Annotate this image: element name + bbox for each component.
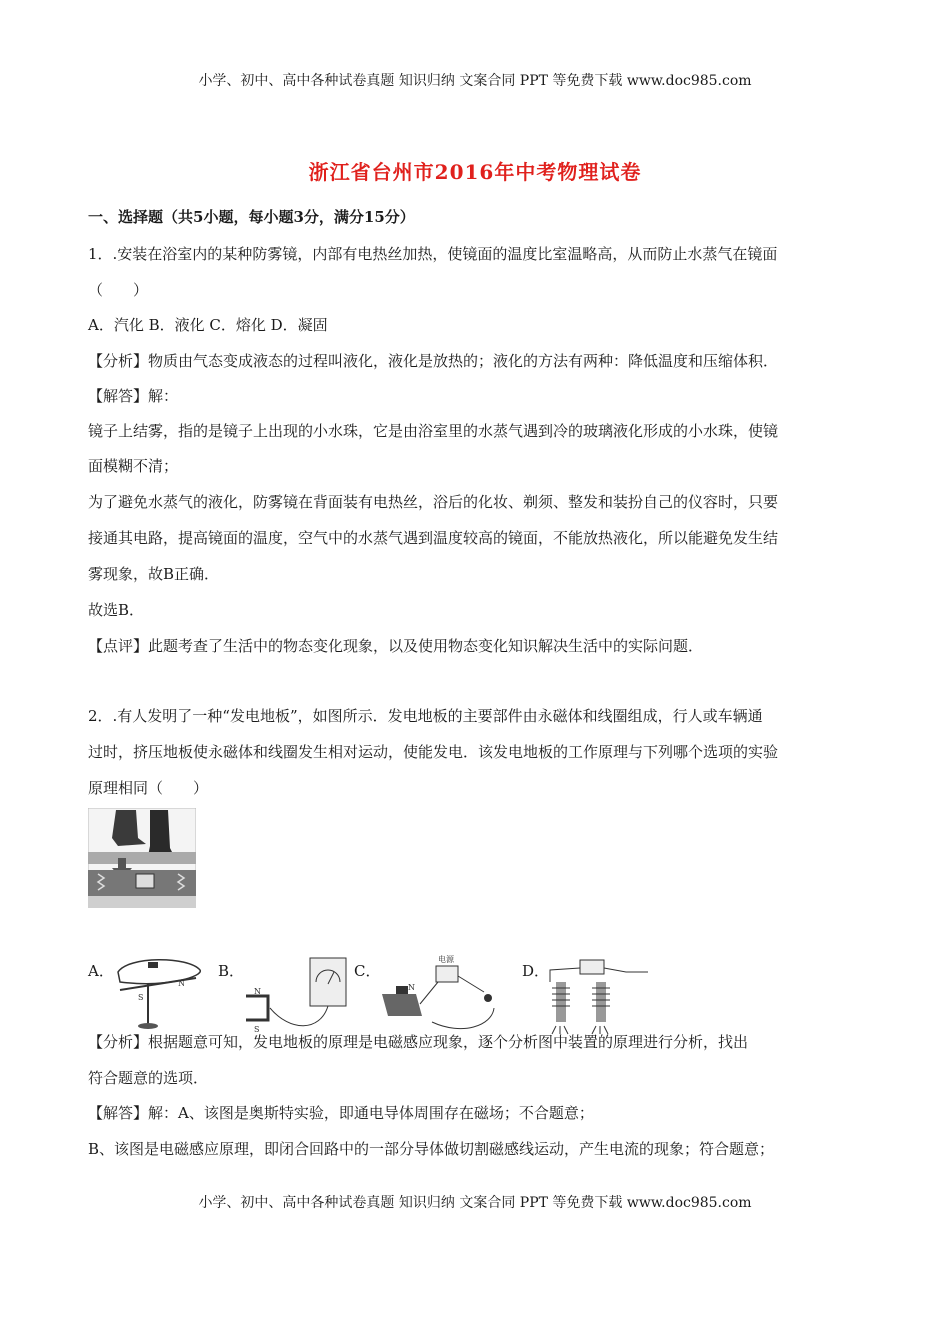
q2-answer-1: 【解答】解：A、该图是奥斯特实验，即通电导体周围存在磁场；不合题意； — [88, 1104, 594, 1122]
q1-options: A．汽化 B．液化 C．熔化 D．凝固 — [88, 316, 328, 334]
q1-line-2: （ ） — [88, 281, 149, 299]
electromagnet-figure — [540, 952, 660, 1042]
q1-answer-5: 雾现象，故B正确． — [88, 565, 220, 583]
motor-principle-figure — [372, 952, 512, 1040]
option-a-label: A． — [88, 962, 114, 980]
generator-floor-figure — [88, 808, 196, 908]
option-c-label: C． — [354, 962, 381, 980]
magnet-label-n: N — [254, 987, 261, 996]
option-d-label: D． — [522, 962, 550, 980]
q1-choice: 故选B． — [88, 601, 145, 619]
q1-answer-3: 为了避免水蒸气的液化，防雾镜在背面装有电热丝，浴后的化妆、剃须、整发和装扮自己的仪容时，只要 — [88, 493, 779, 511]
q1-answer-1: 镜子上结雾，指的是镜子上出现的小水珠，它是由浴室里的水蒸气遇到冷的玻璃液化形成的小水珠，使镜 — [88, 422, 779, 440]
page-header: 小学、初中、高中各种试卷真题 知识归纳 文案合同 PPT 等免费下载 www.doc985.com — [198, 73, 752, 89]
q2-analysis: 【分析】根据题意可知，发电地板的原理是电磁感应现象，逐个分析图中装置的原理进行分析，找出 — [88, 1033, 749, 1051]
q1-answer-2: 面模糊不清； — [88, 457, 179, 475]
electromagnetic-induction-figure — [240, 952, 355, 1040]
q2-answer-2: B、该图是电磁感应原理，即闭合回路中的一部分导体做切割磁感线运动，产生电流的现象；符合题意； — [88, 1140, 775, 1158]
q2-line-3: 原理相同（ ） — [88, 779, 209, 797]
q1-comment: 【点评】此题考查了生活中的物态变化现象，以及使用物态变化知识解决生活中的实际问题． — [88, 637, 704, 655]
q2-line-1: 2．.有人发明了一种“发电地板”，如图所示．发电地板的主要部件由永磁体和线圈组成，行人或车辆通 — [88, 707, 763, 725]
section-heading: 一、选择题（共5小题，每小题3分，满分15分） — [88, 208, 415, 226]
needle-label-n: N — [178, 979, 185, 988]
needle-label-s: S — [138, 993, 144, 1002]
page-title: 浙江省台州市2016年中考物理试卷 — [308, 160, 642, 184]
magnet-label-s: S — [254, 1025, 260, 1034]
motor-magnet-n: N — [408, 983, 415, 992]
q2-analysis-2: 符合题意的选项． — [88, 1069, 209, 1087]
q1-answer-head: 【解答】解： — [88, 387, 179, 405]
q1-line-1: 1．.安装在浴室内的某种防雾镜，内部有电热丝加热，使镜面的温度比室温略高，从而防止水蒸气在镜面 — [88, 245, 778, 263]
power-source-label: 电源 — [438, 955, 454, 964]
q2-line-2: 过时，挤压地板使永磁体和线圈发生相对运动，使能发电．该发电地板的工作原理与下列哪个选项的实验 — [88, 743, 779, 761]
q1-analysis: 【分析】物质由气态变成液态的过程叫液化，液化是放热的；液化的方法有两种：降低温度和压缩体积． — [88, 352, 779, 370]
oersted-experiment-figure — [108, 952, 208, 1034]
page-footer: 小学、初中、高中各种试卷真题 知识归纳 文案合同 PPT 等免费下载 www.doc985.com — [198, 1195, 752, 1211]
q1-answer-4: 接通其电路，提高镜面的温度，空气中的水蒸气遇到温度较高的镜面，不能放热液化，所以能避免发生结 — [88, 529, 779, 547]
option-b-label: B． — [218, 962, 245, 980]
